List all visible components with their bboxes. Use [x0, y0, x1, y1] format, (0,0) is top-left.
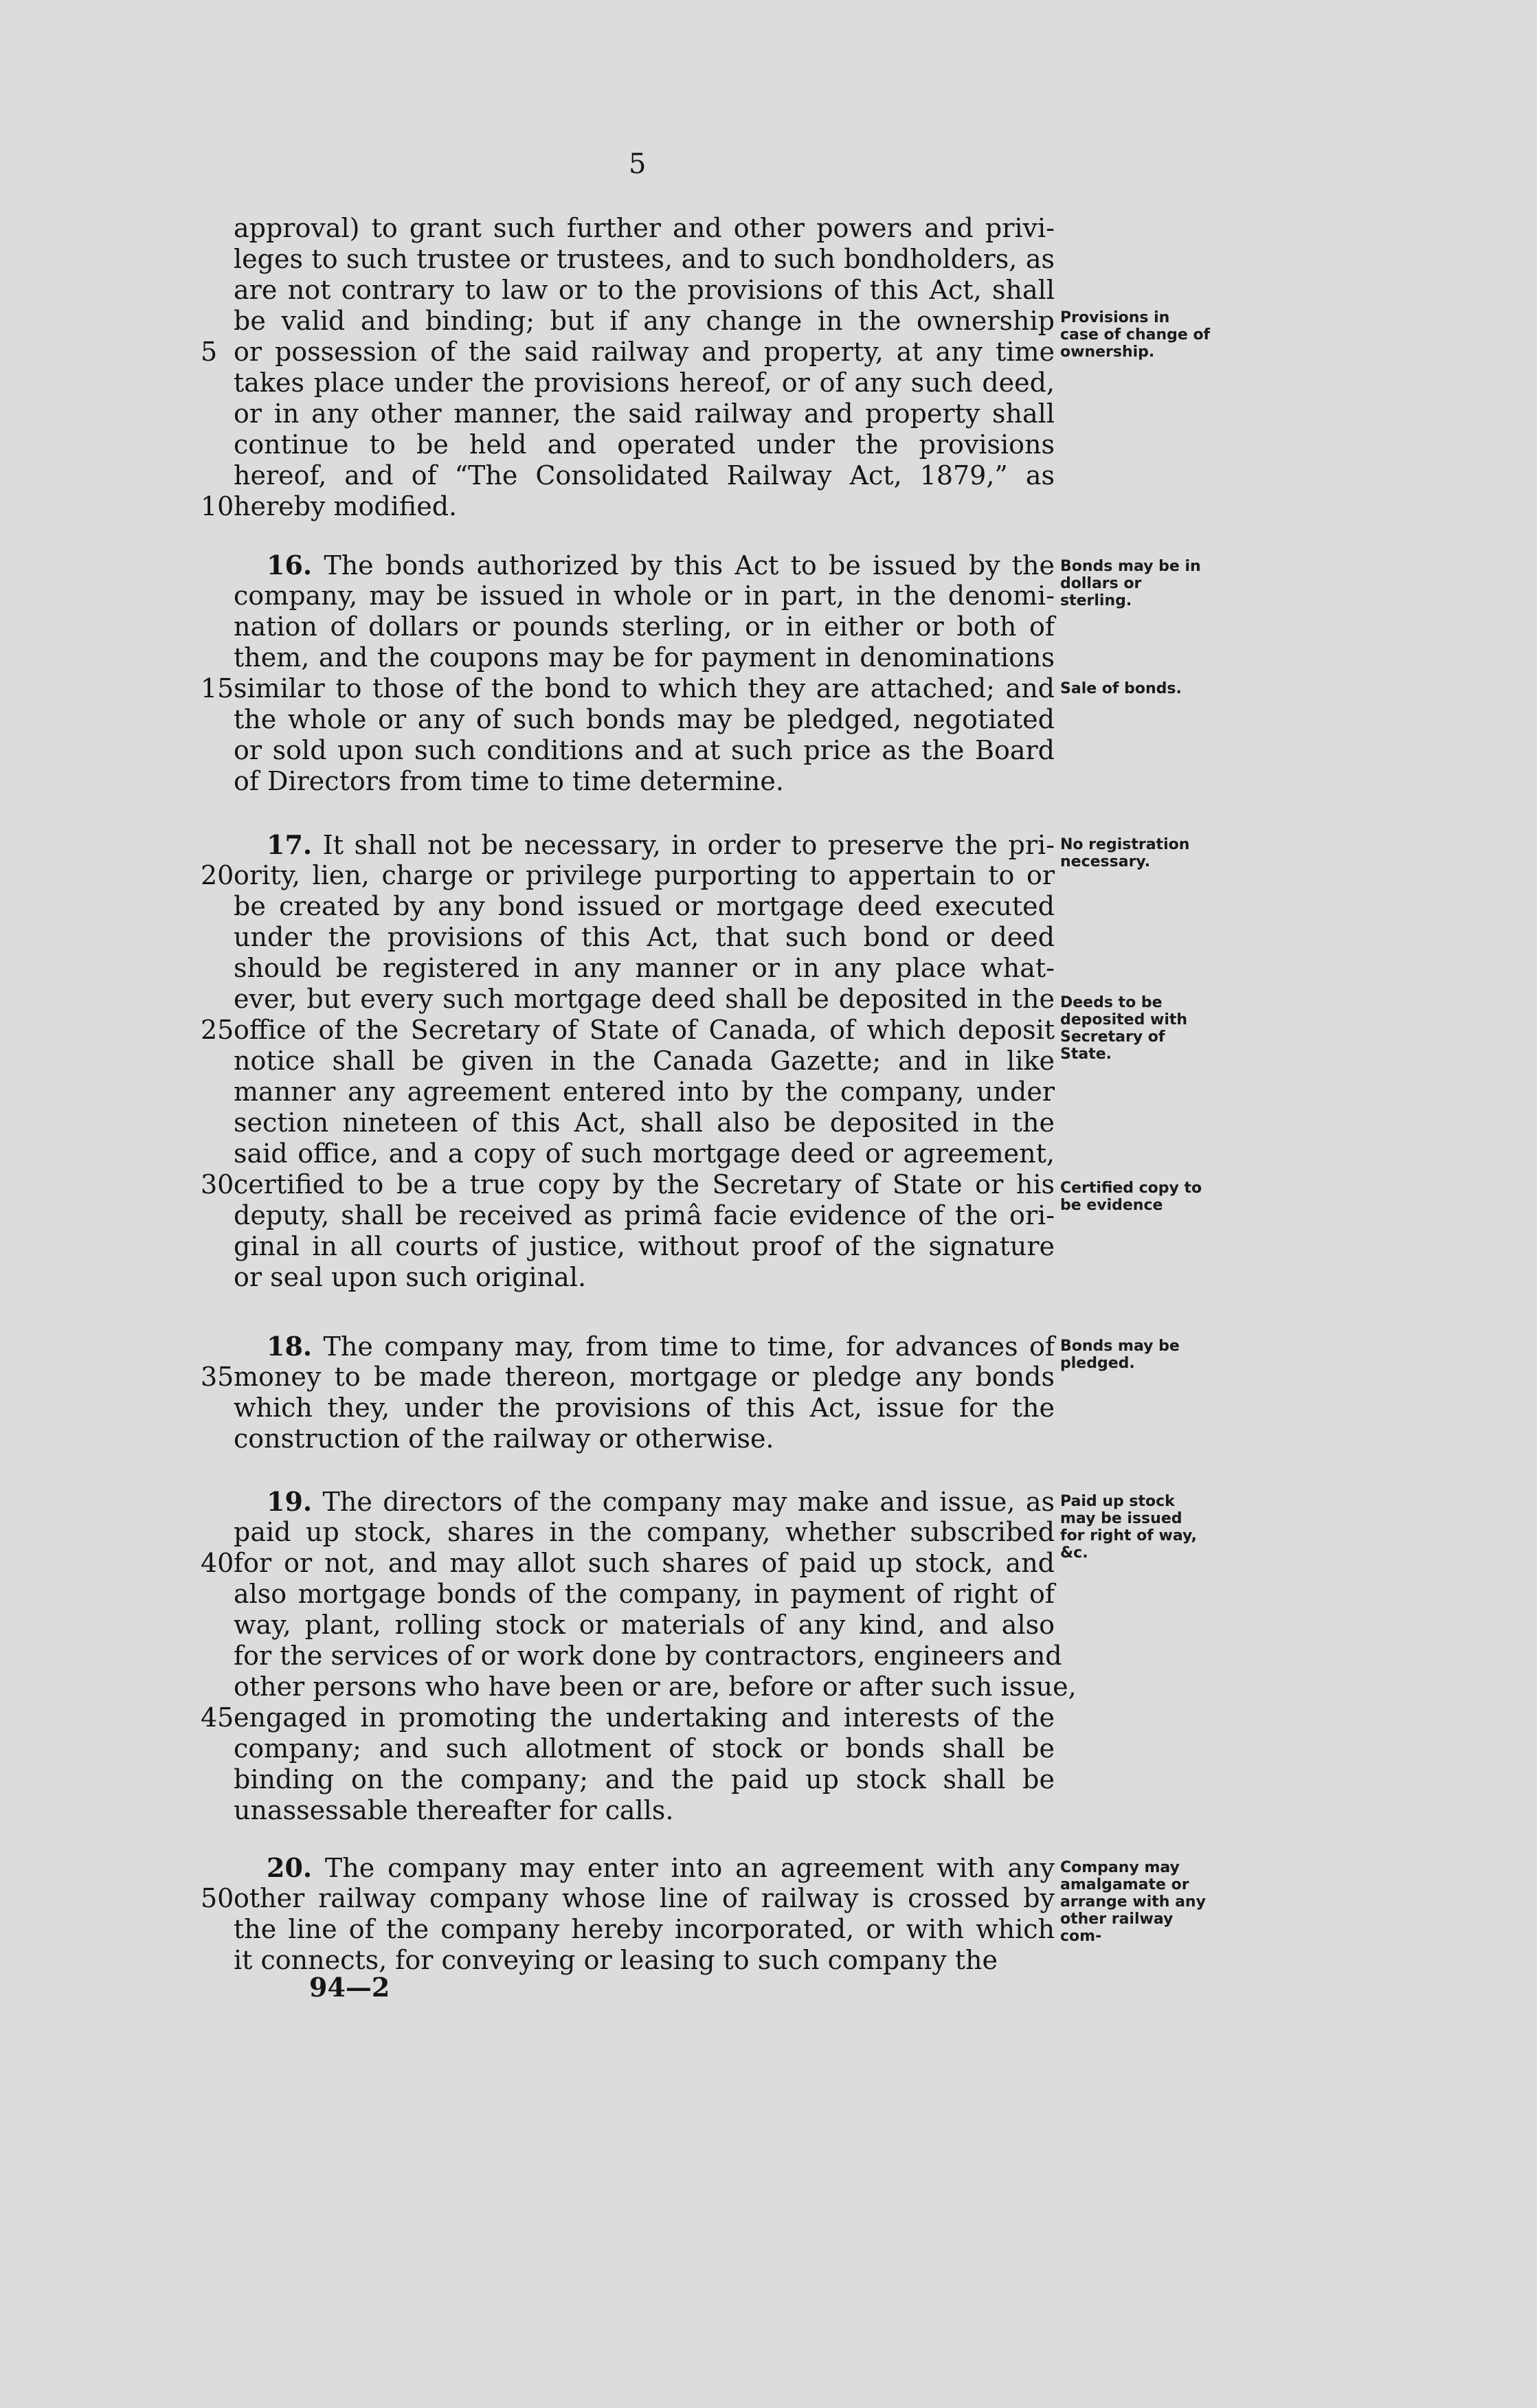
line-text: engaged in promoting the undertaking and interests of the	[234, 1702, 1055, 1733]
line-text: money to be made thereon, mortgage or pledge any bonds	[234, 1362, 1055, 1392]
text-line	[234, 429, 1055, 460]
text-line	[234, 1733, 1055, 1764]
text-line	[234, 704, 1055, 735]
line-text: way, plant, rolling stock or materials of any kind, and also	[234, 1610, 1055, 1640]
line-text: The bonds authorized by this Act to be issued by the	[312, 550, 1055, 581]
paragraph	[201, 1852, 1055, 1976]
text-line	[234, 460, 1055, 491]
paragraph	[201, 1486, 1077, 1826]
text-line	[201, 1702, 1055, 1733]
text-line	[234, 1046, 1055, 1077]
paragraph	[201, 213, 1055, 522]
line-text: approval) to grant such further and other powers and privi-	[234, 213, 1055, 243]
text-line	[234, 891, 1055, 922]
line-text: or in any other manner, the said railway and property shall	[234, 398, 1055, 429]
line-number: 15	[201, 673, 234, 704]
text-line	[234, 1852, 1055, 1883]
paragraph	[201, 829, 1055, 1293]
line-text: or seal upon such original.	[234, 1262, 587, 1292]
printer-signature: 94—2	[309, 1972, 390, 2003]
line-text: notice shall be given in the Canada Gazette; and in like	[234, 1046, 1055, 1076]
line-text: The company may, from time to time, for advances of	[312, 1331, 1055, 1362]
line-text: The company may enter into an agreement with any	[312, 1853, 1055, 1883]
line-text: deputy, shall be received as primâ facie evidence of the ori-	[234, 1200, 1055, 1230]
line-text: be created by any bond issued or mortgage deed executed	[234, 891, 1055, 921]
margin-note: No registration necessary.	[1060, 836, 1190, 870]
line-text: unassessable thereafter for calls.	[234, 1795, 674, 1825]
text-line	[234, 550, 1055, 581]
line-number: 40	[201, 1548, 234, 1578]
paragraph	[201, 550, 1055, 797]
text-line	[234, 1579, 1055, 1610]
line-number: 30	[201, 1169, 234, 1200]
text-line	[234, 735, 1055, 766]
text-line	[234, 1424, 1055, 1454]
line-text: manner any agreement entered into by the company, under	[234, 1077, 1055, 1107]
text-line	[234, 244, 1055, 275]
text-line	[201, 673, 1055, 704]
text-line	[234, 1672, 1077, 1702]
text-line	[234, 306, 1055, 337]
text-line	[234, 1200, 1055, 1231]
margin-note: Provisions in case of change of ownership.	[1060, 309, 1211, 361]
text-line	[201, 1169, 1055, 1200]
line-text: or possession of the said railway and property, at any time	[234, 337, 1055, 367]
line-text: them, and the coupons may be for payment in denominations	[234, 642, 1055, 673]
line-text: be valid and binding; but if any change in the ownership	[234, 306, 1055, 336]
section-number: 17.	[267, 829, 313, 860]
text-line	[201, 860, 1055, 891]
line-number: 20	[201, 860, 234, 890]
text-line	[234, 1641, 1062, 1672]
line-text: It shall not be necessary, in order to preserve the pri-	[312, 830, 1055, 860]
text-line	[201, 1015, 1055, 1046]
line-text: company, may be issued in whole or in part, in the denomi-	[234, 581, 1055, 611]
line-text: construction of the railway or otherwise.	[234, 1424, 774, 1454]
text-line	[234, 829, 1055, 860]
text-line	[234, 766, 1055, 797]
text-line	[234, 398, 1055, 429]
text-line	[234, 1914, 1055, 1945]
text-line	[234, 922, 1055, 953]
text-line	[234, 1262, 1055, 1293]
section-number: 18.	[267, 1331, 313, 1362]
line-number: 50	[201, 1883, 234, 1913]
text-line	[201, 1548, 1055, 1579]
line-text: or sold upon such conditions and at such price as the Board	[234, 735, 1055, 765]
text-line	[234, 581, 1055, 611]
text-line	[201, 337, 1055, 368]
section-number: 19.	[267, 1486, 313, 1517]
text-line	[234, 1795, 1055, 1826]
paragraph	[201, 1331, 1055, 1454]
line-text: the whole or any of such bonds may be pledged, negotiated	[234, 704, 1055, 734]
line-text: leges to such trustee or trustees, and to such bondholders, as	[234, 244, 1055, 274]
text-line	[234, 1517, 1055, 1548]
line-text: other persons who have been or are, before or after such issue,	[234, 1672, 1077, 1702]
line-text: it connects, for conveying or leasing to such company the	[234, 1945, 998, 1975]
line-text: continue to be held and operated under the provisions	[234, 429, 1055, 460]
line-text: similar to those of the bond to which they are attached; and	[234, 673, 1055, 704]
text-line	[201, 1883, 1055, 1914]
line-text: for the services of or work done by contractors, engineers and	[234, 1641, 1062, 1671]
line-text: should be registered in any manner or in any place what-	[234, 953, 1055, 983]
line-text: company; and such allotment of stock or bonds shall be	[234, 1733, 1055, 1764]
line-number: 5	[201, 337, 218, 367]
margin-note: Bonds may be in dollars or sterling.	[1060, 558, 1201, 609]
text-line	[234, 611, 1055, 642]
line-text: are not contrary to law or to the provisions of this Act, shall	[234, 275, 1055, 305]
text-line	[234, 368, 1055, 398]
line-text: takes place under the provisions hereof, or of any such deed,	[234, 368, 1055, 398]
line-text: hereof, and of “The Consolidated Railway Act, 1879,” as	[234, 460, 1055, 491]
line-text: of Directors from time to time determine.	[234, 766, 784, 796]
text-line	[234, 642, 1055, 673]
margin-note: Deeds to be deposited with Secretary of State.	[1060, 994, 1188, 1063]
section-number: 16.	[267, 550, 313, 581]
text-line	[234, 275, 1055, 306]
line-text: ginal in all courts of justice, without proof of the signature	[234, 1231, 1055, 1261]
line-text: other railway company whose line of railway is crossed by	[234, 1883, 1055, 1913]
text-line	[234, 984, 1055, 1015]
line-number: 10	[201, 491, 234, 521]
text-line	[234, 1393, 1055, 1424]
line-text: ority, lien, charge or privilege purporting to appertain to or	[234, 860, 1055, 890]
line-number: 35	[201, 1362, 234, 1392]
line-text: the line of the company hereby incorporated, or with which	[234, 1914, 1055, 1944]
line-text: nation of dollars or pounds sterling, or in either or both of	[234, 611, 1055, 642]
text-line	[234, 1077, 1055, 1107]
line-text: The directors of the company may make and issue, as	[312, 1487, 1055, 1517]
line-text: certified to be a true copy by the Secretary of State or his	[234, 1169, 1055, 1200]
text-line	[234, 1486, 1055, 1517]
margin-note: Paid up stock may be issued for right of way, &c.	[1060, 1493, 1197, 1562]
line-number: 45	[201, 1702, 234, 1733]
margin-note: Certified copy to be evidence	[1060, 1180, 1202, 1214]
line-text: office of the Secretary of State of Canada, of which deposit	[234, 1015, 1055, 1045]
margin-note: Bonds may be pledged.	[1060, 1338, 1180, 1372]
text-line	[234, 1107, 1055, 1138]
line-text: hereby modified.	[234, 491, 458, 521]
text-line	[234, 1610, 1055, 1641]
text-line	[201, 491, 1055, 522]
line-text: which they, under the provisions of this Act, issue for the	[234, 1393, 1055, 1423]
margin-note: Company may amalgamate or arrange with any other railway com-	[1060, 1859, 1206, 1945]
page-number: 5	[629, 148, 647, 180]
text-line	[234, 953, 1055, 984]
text-line	[201, 1362, 1055, 1393]
line-text: section nineteen of this Act, shall also be deposited in the	[234, 1107, 1055, 1138]
line-text: ever, but every such mortgage deed shall be deposited in the	[234, 984, 1055, 1014]
text-line	[234, 1138, 1055, 1169]
line-text: under the provisions of this Act, that such bond or deed	[234, 922, 1055, 952]
line-text: binding on the company; and the paid up stock shall be	[234, 1764, 1055, 1794]
text-line	[234, 1764, 1055, 1795]
text-line	[234, 213, 1055, 244]
line-text: for or not, and may allot such shares of paid up stock, and	[234, 1548, 1055, 1578]
section-number: 20.	[267, 1852, 313, 1883]
line-text: also mortgage bonds of the company, in payment of right of	[234, 1579, 1055, 1609]
text-line	[234, 1331, 1055, 1362]
line-number: 25	[201, 1015, 234, 1045]
text-line	[234, 1231, 1055, 1262]
line-text: said office, and a copy of such mortgage deed or agreement,	[234, 1138, 1055, 1169]
line-text: paid up stock, shares in the company, whether subscribed	[234, 1517, 1055, 1547]
margin-note: Sale of bonds.	[1060, 680, 1182, 697]
